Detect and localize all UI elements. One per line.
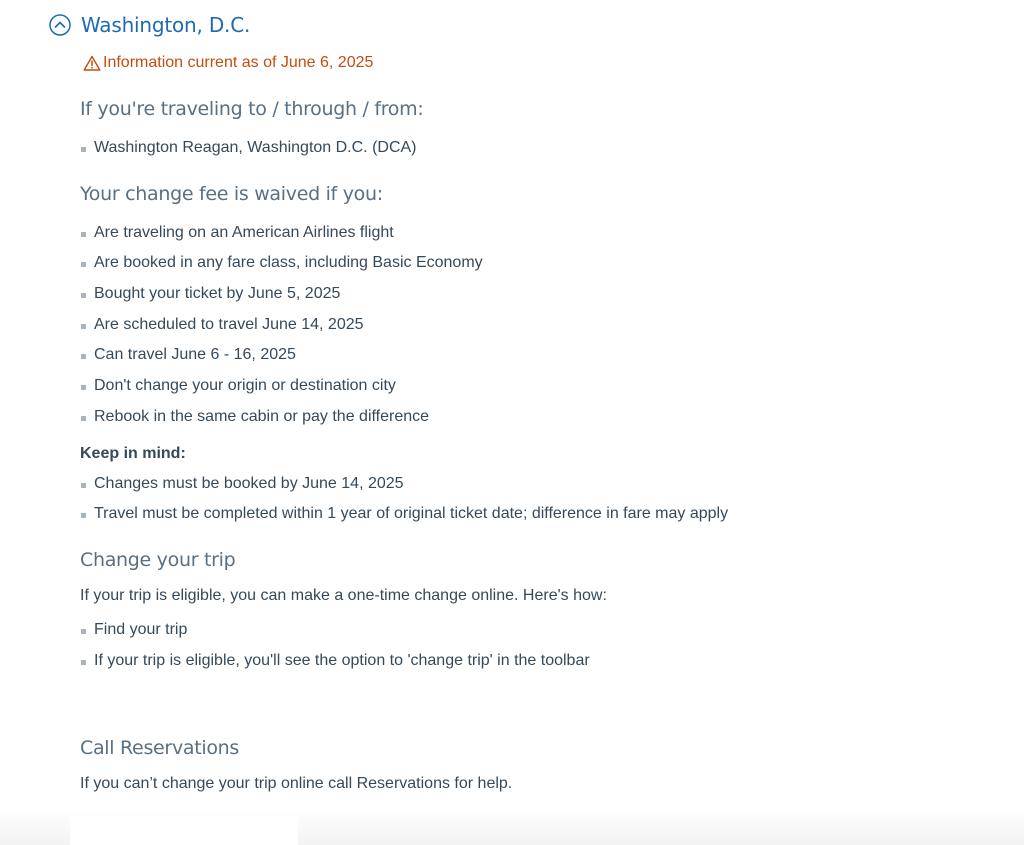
list-item: If your trip is eligible, you'll see the option to 'change trip' in the toolbar [80, 646, 980, 677]
warning-triangle-icon [83, 55, 101, 71]
list-item: Bought your ticket by June 5, 2025 [80, 279, 980, 310]
waiver-heading: Your change fee is waived if you: [80, 182, 383, 205]
list-item: Washington Reagan, Washington D.C. (DCA) [80, 133, 980, 164]
chevron-up-circle-icon[interactable] [49, 14, 71, 36]
change-trip-intro: If your trip is eligible, you can make a one-time change online. Here's how: [80, 586, 607, 604]
waiver-list [80, 218, 980, 433]
list-item: Are booked in any fare class, including Basic Economy [80, 248, 980, 279]
list-item-find-trip: Find your trip [80, 615, 980, 646]
change-trip-list [80, 615, 980, 676]
traveling-list [80, 133, 980, 164]
call-reservations-heading: Call Reservations [80, 737, 240, 760]
traveling-heading: If you're traveling to / through / from: [80, 98, 424, 120]
call-reservations-text: If you can’t change your trip online call Reservations for help. [80, 775, 513, 793]
alert-text: Information current as of June 6, 2025 [103, 54, 374, 71]
list-item: Rebook in the same cabin or pay the difference [80, 402, 980, 433]
list-item: Are scheduled to travel June 14, 2025 [80, 310, 980, 341]
accordion-header[interactable] [49, 13, 250, 37]
info-date-alert [83, 54, 373, 72]
change-trip-heading: Change your trip [80, 548, 236, 571]
list-item: Travel must be completed within 1 year of original ticket date; difference in fare may apply [80, 499, 980, 530]
keep-in-mind-list [80, 469, 980, 530]
list-item: Are traveling on an American Airlines flight [80, 218, 980, 249]
keep-in-mind-label: Keep in mind: [80, 444, 186, 462]
list-item: Don't change your origin or destination city [80, 371, 980, 402]
main-content [80, 94, 980, 799]
city-title[interactable]: Washington, D.C. [81, 13, 251, 37]
footer-panel [70, 815, 298, 845]
list-item: Can travel June 6 - 16, 2025 [80, 340, 980, 371]
list-item: Changes must be booked by June 14, 2025 [80, 469, 980, 500]
